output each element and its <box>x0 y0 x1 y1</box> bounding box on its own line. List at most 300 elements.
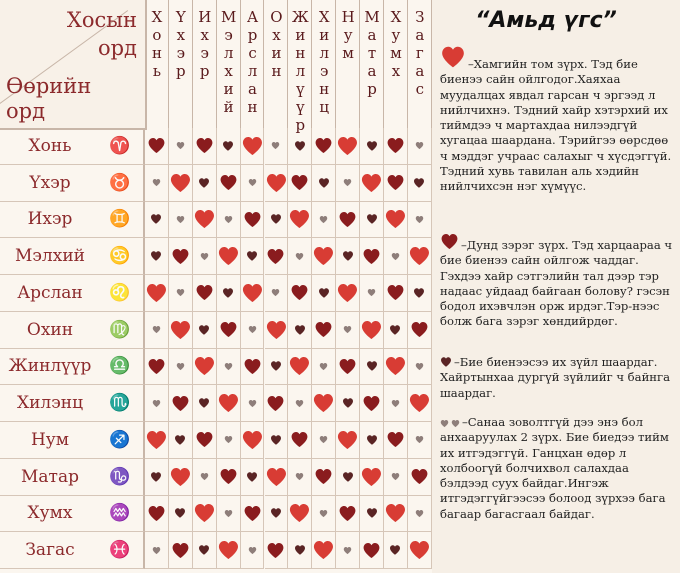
grid-cell <box>145 385 169 422</box>
row-sign-name: Загас <box>25 540 75 561</box>
heart-icon <box>193 353 216 379</box>
grid-cell <box>336 422 360 459</box>
grid-cell <box>312 496 336 533</box>
grid-cell <box>408 385 432 422</box>
heart-icon <box>295 399 304 408</box>
heart-icon <box>248 546 257 555</box>
corner-header <box>0 0 147 130</box>
grid-cell <box>288 349 312 386</box>
heart-icon <box>389 544 401 556</box>
heart-icon <box>384 353 407 379</box>
column-header-label: Хонь <box>147 8 166 80</box>
heart-icon <box>362 247 381 266</box>
grid-cell <box>384 275 408 312</box>
heart-icon <box>193 206 216 232</box>
column-header-label: Загас <box>410 8 429 98</box>
grid-cell <box>241 349 265 386</box>
heart-icon <box>415 362 424 371</box>
heart-icon <box>222 287 234 299</box>
grid-cell <box>360 238 384 275</box>
grid-cell <box>384 496 408 533</box>
grid-cell <box>288 128 312 165</box>
heart-icon <box>319 435 328 444</box>
grid-cell <box>265 165 289 202</box>
grid-cell <box>408 496 432 533</box>
grid-cell <box>360 202 384 239</box>
heart-icon <box>440 419 449 428</box>
heart-icon <box>152 546 161 555</box>
grid-cell <box>145 349 169 386</box>
grid-cell <box>408 128 432 165</box>
grid-cell <box>145 202 169 239</box>
grid-cell <box>169 128 193 165</box>
heart-icon <box>150 213 162 225</box>
grid-cell <box>241 275 265 312</box>
heart-icon <box>145 427 168 453</box>
grid-cell <box>193 165 217 202</box>
grid-cell <box>288 459 312 496</box>
legend-text: –Дунд зэрэг зүрх. Тэд харцаараа ч бие биенээ сайн ойлгож чаддаг. Гэхдээ хайр сэтгэлийн тал дээр тэр надаас уйдаад байгаан болову? гэсэн бодол ихэвчлэн орж ирдэг.Тэр-нээс болж бага зэрэг хөндийрдөг. <box>440 238 673 329</box>
zodiac-symbol-icon: ♋ <box>109 246 131 267</box>
heart-icon <box>270 507 282 519</box>
heart-icon <box>198 177 210 189</box>
grid-cell <box>384 165 408 202</box>
column-header-label: Охин <box>267 8 286 80</box>
row-sign-name: Хонь <box>28 135 72 156</box>
heart-icon <box>265 464 288 490</box>
grid-cell <box>217 202 241 239</box>
grid-cell <box>408 312 432 349</box>
column-header-label: Хилэнц <box>315 8 334 116</box>
grid-cell <box>336 202 360 239</box>
grid-cell <box>145 459 169 496</box>
heart-icon <box>224 215 233 224</box>
heart-icon <box>266 541 285 560</box>
column-header <box>336 0 360 128</box>
partner-label-line2: орд <box>97 36 137 61</box>
grid-cell <box>384 459 408 496</box>
grid-cell <box>241 312 265 349</box>
heart-icon <box>174 434 186 446</box>
heart-icon <box>415 435 424 444</box>
heart-icon <box>366 140 378 152</box>
grid-cell <box>336 275 360 312</box>
grid-cell <box>217 532 241 569</box>
grid-cell <box>265 312 289 349</box>
heart-icon <box>360 170 383 196</box>
grid-cell <box>288 165 312 202</box>
row-sign-name: Мэлхий <box>15 246 85 267</box>
row-header <box>0 349 145 386</box>
grid-cell <box>288 312 312 349</box>
grid-cell <box>241 385 265 422</box>
grid-cell <box>145 165 169 202</box>
grid-cell <box>360 349 384 386</box>
grid-cell <box>217 459 241 496</box>
heart-icon <box>314 136 333 155</box>
grid-cell <box>312 349 336 386</box>
row-header <box>0 385 145 422</box>
grid-cell <box>265 238 289 275</box>
zodiac-symbol-icon: ♌ <box>109 282 131 303</box>
zodiac-symbol-icon: ♈ <box>109 135 131 156</box>
grid-cell <box>169 275 193 312</box>
heart-icon <box>336 280 359 306</box>
heart-icon <box>342 250 354 262</box>
row-header <box>0 422 145 459</box>
grid-cell <box>169 349 193 386</box>
heart-icon <box>294 544 306 556</box>
row-header <box>0 275 145 312</box>
heart-icon <box>366 360 378 372</box>
zodiac-symbol-icon: ♍ <box>109 319 131 340</box>
grid-cell <box>193 275 217 312</box>
heart-icon <box>248 399 257 408</box>
heart-icon <box>451 419 460 428</box>
zodiac-symbol-icon: ♓ <box>109 540 131 561</box>
grid-cell <box>145 312 169 349</box>
heart-icon <box>176 215 185 224</box>
row-sign-name: Нум <box>30 429 70 450</box>
heart-icon <box>408 243 431 269</box>
grid-cell <box>217 349 241 386</box>
heart-icon <box>362 394 381 413</box>
grid-cell <box>193 202 217 239</box>
heart-icon <box>408 390 431 416</box>
heart-icon <box>169 317 192 343</box>
grid-cell <box>312 385 336 422</box>
heart-icon <box>312 243 335 269</box>
heart-icon <box>200 252 209 261</box>
heart-icon <box>169 464 192 490</box>
row-sign-name: Жинлүүр <box>8 356 92 377</box>
row-sign-name: Ихэр <box>27 209 73 230</box>
legend-item <box>440 355 676 401</box>
grid-cell <box>217 128 241 165</box>
column-header <box>360 0 384 128</box>
heart-icon <box>288 206 311 232</box>
heart-icon <box>366 213 378 225</box>
heart-icon <box>198 397 210 409</box>
grid-cell <box>360 459 384 496</box>
row-sign-name: Охин <box>26 319 74 340</box>
grid-cell <box>169 165 193 202</box>
heart-icon <box>266 394 285 413</box>
grid-cell <box>312 532 336 569</box>
row-sign-name: Үхэр <box>29 172 71 193</box>
zodiac-symbol-icon: ♐ <box>109 429 131 450</box>
heart-icon <box>270 360 282 372</box>
heart-icon <box>150 471 162 483</box>
heart-icon <box>217 537 240 563</box>
grid-cell <box>193 532 217 569</box>
row-header <box>0 312 145 349</box>
grid-cell <box>169 459 193 496</box>
heart-icon <box>391 472 400 481</box>
grid-cell <box>265 275 289 312</box>
column-header <box>384 0 408 128</box>
own-label-line1: Өөрийн <box>6 74 92 98</box>
grid-cell <box>384 349 408 386</box>
grid-cell <box>384 312 408 349</box>
grid-cell <box>217 165 241 202</box>
grid-cell <box>336 385 360 422</box>
heart-icon <box>367 288 376 297</box>
heart-icon <box>410 467 429 486</box>
heart-icon <box>336 427 359 453</box>
heart-icon <box>312 537 335 563</box>
grid-cell <box>312 459 336 496</box>
heart-icon <box>195 136 214 155</box>
heart-icon <box>288 500 311 526</box>
heart-icon <box>343 325 352 334</box>
grid-cell <box>336 349 360 386</box>
grid-cell <box>360 532 384 569</box>
grid-cell <box>384 202 408 239</box>
row-sign-name: Матар <box>21 466 79 487</box>
grid-cell <box>193 349 217 386</box>
partner-sign-label <box>67 6 137 63</box>
grid-cell <box>312 202 336 239</box>
heart-icon <box>386 136 405 155</box>
legend-item <box>440 44 676 195</box>
heart-icon <box>198 324 210 336</box>
heart-icon <box>176 141 185 150</box>
grid-cell <box>193 385 217 422</box>
row-header <box>0 496 145 533</box>
heart-icon <box>440 356 452 368</box>
grid-cell <box>145 128 169 165</box>
heart-icon <box>386 430 405 449</box>
legend-item <box>440 232 676 330</box>
heart-icon <box>224 362 233 371</box>
column-header-label: Үхэр <box>171 8 190 80</box>
column-header-label: Жинлүүр <box>291 8 310 134</box>
heart-icon <box>171 541 190 560</box>
legend-text: –Бие биенээсээ их зүйл шаардаг. Хайртынхаа дургүй зүйлийг ч байнга шаардаг. <box>440 355 671 400</box>
heart-icon <box>243 504 262 523</box>
heart-icon <box>408 537 431 563</box>
heart-icon <box>241 133 264 159</box>
column-header <box>288 0 312 134</box>
grid-cell <box>360 385 384 422</box>
grid-cell <box>408 165 432 202</box>
partner-label-line1: Хосын <box>66 8 137 32</box>
heart-icon <box>384 206 407 232</box>
heart-icon <box>152 325 161 334</box>
grid-cell <box>408 532 432 569</box>
column-header-label: Ихэр <box>195 8 214 80</box>
grid-cell <box>288 238 312 275</box>
heart-icon <box>290 430 309 449</box>
grid-cell <box>169 238 193 275</box>
column-header-label: Матар <box>363 8 382 98</box>
grid-cell <box>336 165 360 202</box>
grid-cell <box>265 349 289 386</box>
grid-cell <box>217 496 241 533</box>
heart-icon <box>243 357 262 376</box>
heart-icon <box>271 141 280 150</box>
heart-icon <box>288 353 311 379</box>
heart-icon <box>152 399 161 408</box>
heart-icon <box>169 170 192 196</box>
heart-icon <box>294 140 306 152</box>
legend-text: –Хамгийн том зүрх. Тэд бие биенээ сайн ойлгодог.Хаяхаа муудалцах явдал гарсан ч эргээд л нийлчихнэ. Тэдний хайр хэтэрхий их тиймдээ ч мартахдаа нилээдгүй хугацаа шаардана. Тэрийгээ өөрсдөө ч мэддэг учраас салахыг ч хүсдэггүй. Тэдний хувь тавилан аль хэдийн нийлчихсэн нэг хүмүүс. <box>440 57 672 194</box>
heart-icon <box>338 504 357 523</box>
heart-icon <box>147 136 166 155</box>
heart-icon <box>147 357 166 376</box>
grid-cell <box>408 459 432 496</box>
grid-cell <box>312 165 336 202</box>
heart-icon <box>198 544 210 556</box>
zodiac-symbol-icon: ♉ <box>109 172 131 193</box>
own-label-line2: орд <box>6 99 46 124</box>
grid-cell <box>217 385 241 422</box>
heart-icon <box>219 173 238 192</box>
grid-cell <box>288 202 312 239</box>
grid-cell <box>241 422 265 459</box>
heart-icon <box>265 170 288 196</box>
heart-icon <box>318 177 330 189</box>
column-header <box>169 0 193 128</box>
grid-cell <box>360 496 384 533</box>
grid-cell <box>312 128 336 165</box>
grid-cell <box>312 312 336 349</box>
heart-icon <box>319 362 328 371</box>
heart-icon <box>343 546 352 555</box>
grid-cell <box>288 422 312 459</box>
grid-cell <box>360 312 384 349</box>
heart-icon <box>343 178 352 187</box>
heart-icon <box>176 288 185 297</box>
grid-cell <box>169 496 193 533</box>
heart-icon <box>319 215 328 224</box>
heart-icon <box>342 471 354 483</box>
column-header <box>193 0 217 128</box>
grid-cell <box>384 238 408 275</box>
grid-cell <box>384 532 408 569</box>
heart-icon <box>360 464 383 490</box>
grid-cell <box>408 275 432 312</box>
grid-cell <box>193 459 217 496</box>
zodiac-symbol-icon: ♏ <box>109 393 131 414</box>
grid-cell <box>241 128 265 165</box>
column-header <box>312 0 336 128</box>
heart-icon <box>193 500 216 526</box>
heart-icon <box>241 280 264 306</box>
column-header-label: Хумх <box>386 8 405 80</box>
heart-icon <box>366 507 378 519</box>
heart-icon <box>384 500 407 526</box>
heart-icon <box>241 427 264 453</box>
column-header <box>145 0 169 128</box>
grid-cell <box>145 422 169 459</box>
heart-icon <box>415 215 424 224</box>
grid-cell <box>265 385 289 422</box>
heart-icon <box>248 178 257 187</box>
heart-icon <box>338 357 357 376</box>
row-header <box>0 238 145 275</box>
heart-icon <box>360 317 383 343</box>
heart-icon <box>413 177 425 189</box>
legend-item <box>440 415 676 522</box>
zodiac-symbol-icon: ♑ <box>109 466 131 487</box>
grid-cell <box>384 385 408 422</box>
row-header <box>0 165 145 202</box>
grid-cell <box>336 238 360 275</box>
zodiac-symbol-icon: ♒ <box>109 503 131 524</box>
heart-icon <box>318 287 330 299</box>
grid-cell <box>288 496 312 533</box>
grid-cell <box>169 532 193 569</box>
grid-cell <box>217 238 241 275</box>
grid-cell <box>145 532 169 569</box>
page-title: “Амьд үгс” <box>475 8 617 33</box>
row-sign-name: Арслан <box>17 282 83 303</box>
heart-icon <box>246 471 258 483</box>
grid-cell <box>241 165 265 202</box>
row-header <box>0 128 145 165</box>
column-header <box>408 0 432 128</box>
grid-cell <box>241 459 265 496</box>
heart-icon <box>314 320 333 339</box>
grid-cell <box>408 349 432 386</box>
column-header-label: Мэлхий <box>219 8 238 116</box>
grid-cell <box>217 422 241 459</box>
grid-cell <box>169 385 193 422</box>
heart-icon <box>415 509 424 518</box>
heart-icon <box>243 210 262 229</box>
heart-icon <box>338 210 357 229</box>
heart-icon <box>246 250 258 262</box>
column-header-label: Арслан <box>243 8 262 116</box>
grid-cell <box>193 312 217 349</box>
grid-cell <box>408 202 432 239</box>
grid-cell <box>241 202 265 239</box>
legend-text: –Санаа зоволтгүй дээ энэ бол анхааруулах 2 зүрх. Бие биедээ тийм их итгэдэггүй. Ганцхан өдөр л холбоогүй болчихвол салахдаа бэлдээд суух байдаг.Ингэж итгэдэггүйгээсээ болоод зүрхээ бага багаар багасгаал байдаг. <box>440 415 669 521</box>
grid-cell <box>288 385 312 422</box>
grid-cell <box>265 459 289 496</box>
heart-icon <box>270 434 282 446</box>
grid-cell <box>336 496 360 533</box>
column-header <box>217 0 241 128</box>
heart-icon <box>195 283 214 302</box>
heart-icon <box>391 399 400 408</box>
column-header <box>265 0 289 128</box>
row-header <box>0 532 145 569</box>
grid-cell <box>360 165 384 202</box>
heart-icon <box>336 133 359 159</box>
heart-icon <box>174 507 186 519</box>
row-header <box>0 459 145 496</box>
heart-icon <box>266 247 285 266</box>
heart-icon <box>147 504 166 523</box>
heart-icon <box>386 173 405 192</box>
grid-cell <box>384 422 408 459</box>
heart-icon <box>224 509 233 518</box>
grid-cell <box>408 238 432 275</box>
grid-cell <box>193 128 217 165</box>
heart-icon <box>271 288 280 297</box>
heart-icon <box>200 472 209 481</box>
grid-cell <box>217 312 241 349</box>
grid-cell <box>312 275 336 312</box>
heart-icon <box>270 213 282 225</box>
grid-cell <box>288 275 312 312</box>
heart-icon <box>222 140 234 152</box>
grid-cell <box>360 275 384 312</box>
grid-cell <box>312 422 336 459</box>
